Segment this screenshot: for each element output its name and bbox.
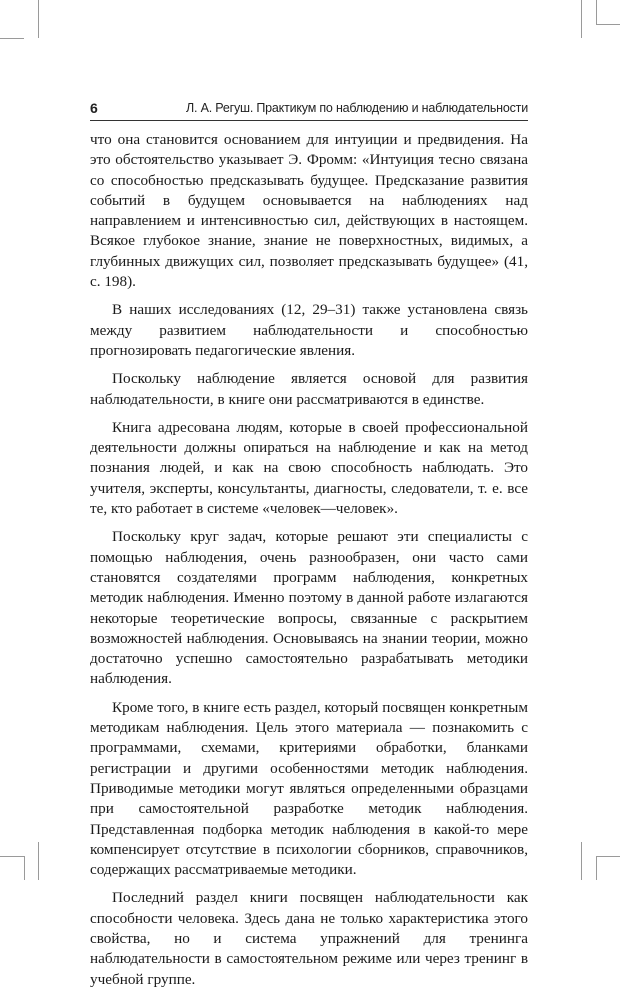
crop-mark-bottom-right-vertical	[581, 842, 582, 880]
crop-mark-bottom-left-vertical-2	[38, 842, 39, 880]
crop-mark-bottom-right-horizontal	[596, 856, 620, 857]
paragraph: Поскольку наблюдение является основой для развития наблюдательности, в книге они рассматриваются в единстве.	[90, 370, 528, 408]
paragraph: В наших исследованиях (12, 29–31) также установлена связь между развитием наблюдательности и способностью прогнозировать педагогические явления.	[90, 301, 528, 359]
crop-mark-top-left-horizontal	[0, 38, 24, 39]
paragraph: Книга адресована людям, которые в своей профессиональной деятельности должны опираться на наблюдение и как на метод познания людей, и как на свою способность наблюдать. Это учителя, эксперты, консультанты, диагносты, следователи, т. е. все те, кто работает в системе «человек—человек».	[90, 418, 528, 518]
crop-mark-top-right-vertical-2	[596, 0, 597, 24]
page-header	[90, 98, 528, 121]
paragraph: что она становится основанием для интуиции и предвидения. На это обстоятельство указывает Э. Фромм: «Интуиция тесно связана со способностью предсказывать будущее. Предсказание развития событий в будущем основывается на наблюдениях над направлением и интенсивностью сил, действующих в настоящем. Всякое глубокое знание, знание не поверхностных, видимых, а глубинных движущих сил, позволяет предсказывать будущее» (41, с. 198).	[90, 131, 528, 291]
crop-mark-bottom-right-vertical-2	[596, 856, 597, 880]
paragraph: Последний раздел книги посвящен наблюдательности как способности человека. Здесь дана не только характеристика этого свойства, но и система упражнений для тренинга наблюдательности в самостоятельном режиме или через тренинг в учебной группе.	[90, 889, 528, 988]
crop-mark-top-right-vertical	[581, 0, 582, 38]
crop-mark-bottom-left-vertical	[24, 856, 25, 880]
crop-mark-bottom-left-horizontal	[0, 856, 24, 857]
crop-mark-top-right-horizontal	[596, 24, 620, 25]
crop-mark-top-left-vertical	[38, 0, 39, 38]
body-text	[90, 130, 528, 998]
paragraph: Кроме того, в книге есть раздел, который посвящен конкретным методикам наблюдения. Цель этого материала — познакомить с программами, схемами, критериями обработки, бланками регистрации и другими особенностями методик наблюдения. Приводимые методики могут являться определенными образцами при самостоятельной разработке методик наблюдения. Представленная подборка методик наблюдения в какой-то мере компенсирует отсутствие в психологии сборников, справочников, содержащих рассматриваемые методики.	[90, 698, 528, 879]
running-title: Л. А. Регуш. Практикум по наблюдению и наблюдательности	[186, 101, 528, 115]
page-number: 6	[90, 100, 98, 116]
paragraph: Поскольку круг задач, которые решают эти специалисты с помощью наблюдения, очень разнообразен, они часто сами становятся создателями программ наблюдения, конкретных методик наблюдения. Именно поэтому в данной работе излагаются некоторые теоретические вопросы, связанные с раскрытием возможностей наблюдения. Основываясь на знании теории, можно достаточно успешно самостоятельно разрабатывать методики наблюдения.	[90, 528, 528, 688]
